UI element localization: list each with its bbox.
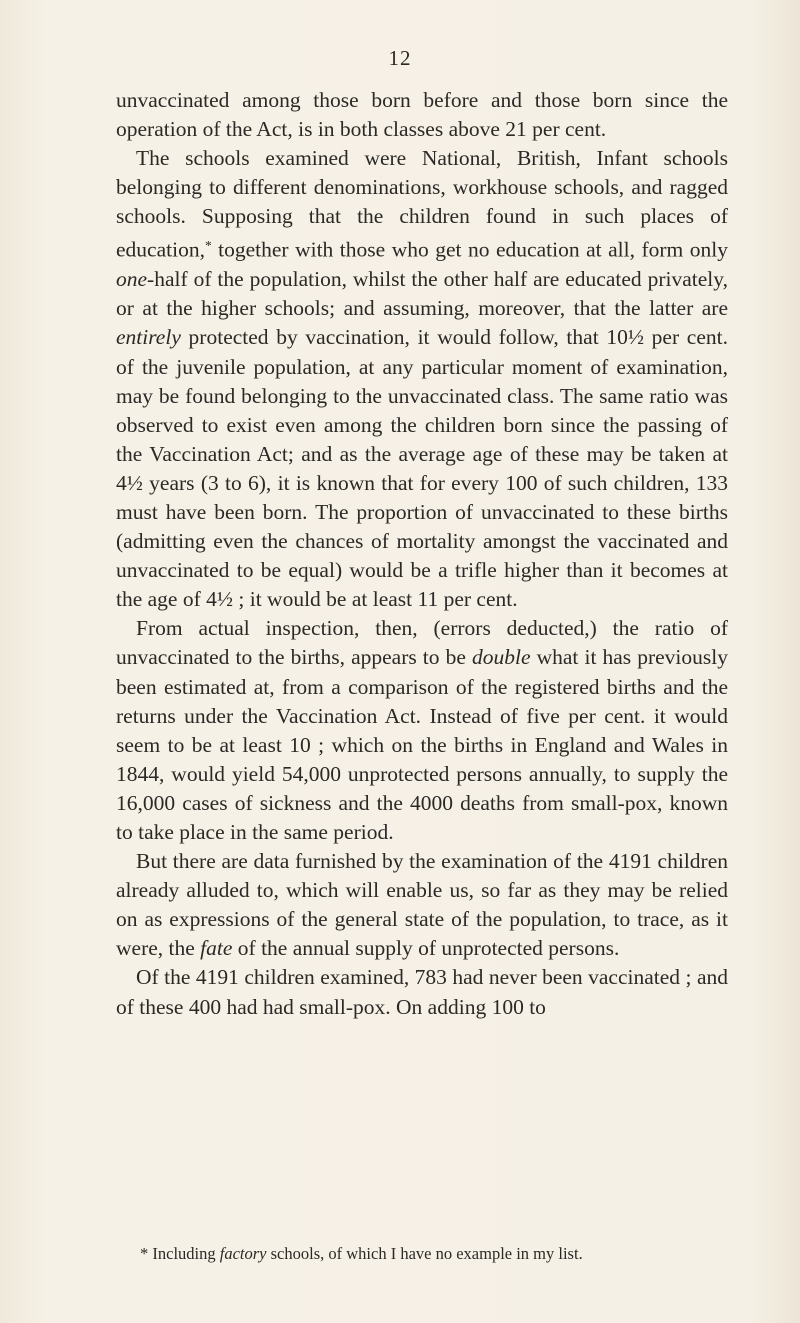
paragraph-4-text-b: of the annual supply of unprotected persons.	[232, 936, 620, 961]
paragraph-3-text-a: From actual inspection, then, (errors deducted,) the ratio of unvaccinated to the births, appears to be	[116, 616, 728, 670]
footnote	[140, 1244, 740, 1264]
footnote-reference: *	[204, 238, 212, 254]
emphasis-entirely: entirely	[116, 325, 181, 350]
paragraph-3	[116, 614, 728, 847]
paragraph-5-text: Of the 4191 children examined, 783 had never been vaccinated ; and of these 400 had had small-pox. On adding 100 to	[116, 965, 728, 1019]
paragraph-4-text-a: But there are data furnished by the examination of the 4191 children already alluded to, which will enable us, so far as they may be relied on as expressions of the general state of the population, to trace, as it were, the	[116, 849, 728, 961]
paragraph-2-text-c: -half of the population, whilst the other half are educated privately, or at the higher schools; and assuming, moreover, that the latter are	[116, 267, 728, 321]
paragraph-2-text-b: together with those who get no education at all, form only	[211, 238, 728, 263]
footnote-text-b: schools, of which I have no example in my list.	[266, 1244, 583, 1263]
paragraph-4	[116, 847, 728, 963]
paragraph-5	[116, 963, 728, 1021]
paragraph-3-text-b: what it has previously been estimated at, from a comparison of the registered births and the returns under the Vaccination Act. Instead of five per cent. it would seem to be at least 10 ; which on the births in England and Wales in 1844, would yield 54,000 unprotected persons annually, to supply the 16,000 cases of sickness and the 4000 deaths from small-pox, known to take place in the same period.	[116, 645, 728, 844]
paragraph-2-text-d: protected by vaccination, it would follow, that 10½ per cent. of the juvenile population, at any particular moment of examination, may be found belonging to the unvaccinated class. The same ratio was observed to exist even among the children born since the passing of the Vaccination Act; and as the average age of these may be taken at 4½ years (3 to 6), it is known that for every 100 of such children, 133 must have been born. The proportion of unvaccinated to these births (admitting even the chances of mortality amongst the vaccinated and unvaccinated to be equal) would be a trifle higher than it becomes at the age of 4½ ; it would be at least 11 per cent.	[116, 325, 728, 612]
page-number: 12	[388, 46, 412, 70]
paragraph-2	[116, 144, 728, 614]
paragraph-1-text: unvaccinated among those born before and those born since the operation of the Act, is in both classes above 21 per cent.	[116, 88, 728, 142]
emphasis-double: double	[471, 645, 531, 670]
paragraph-2-text-a: The schools examined were National, British, Infant schools belonging to different denominations, workhouse schools, and ragged schools. Supposing that the children found in such places of education,	[116, 146, 728, 263]
paragraph-1	[116, 86, 728, 144]
emphasis-fate: fate	[200, 936, 233, 961]
body-text	[116, 86, 728, 1022]
footnote-emphasis: factory	[219, 1244, 267, 1263]
footnote-mark: *	[140, 1244, 149, 1263]
footnote-text-a: Including	[148, 1244, 220, 1263]
emphasis-one: one	[116, 267, 148, 292]
